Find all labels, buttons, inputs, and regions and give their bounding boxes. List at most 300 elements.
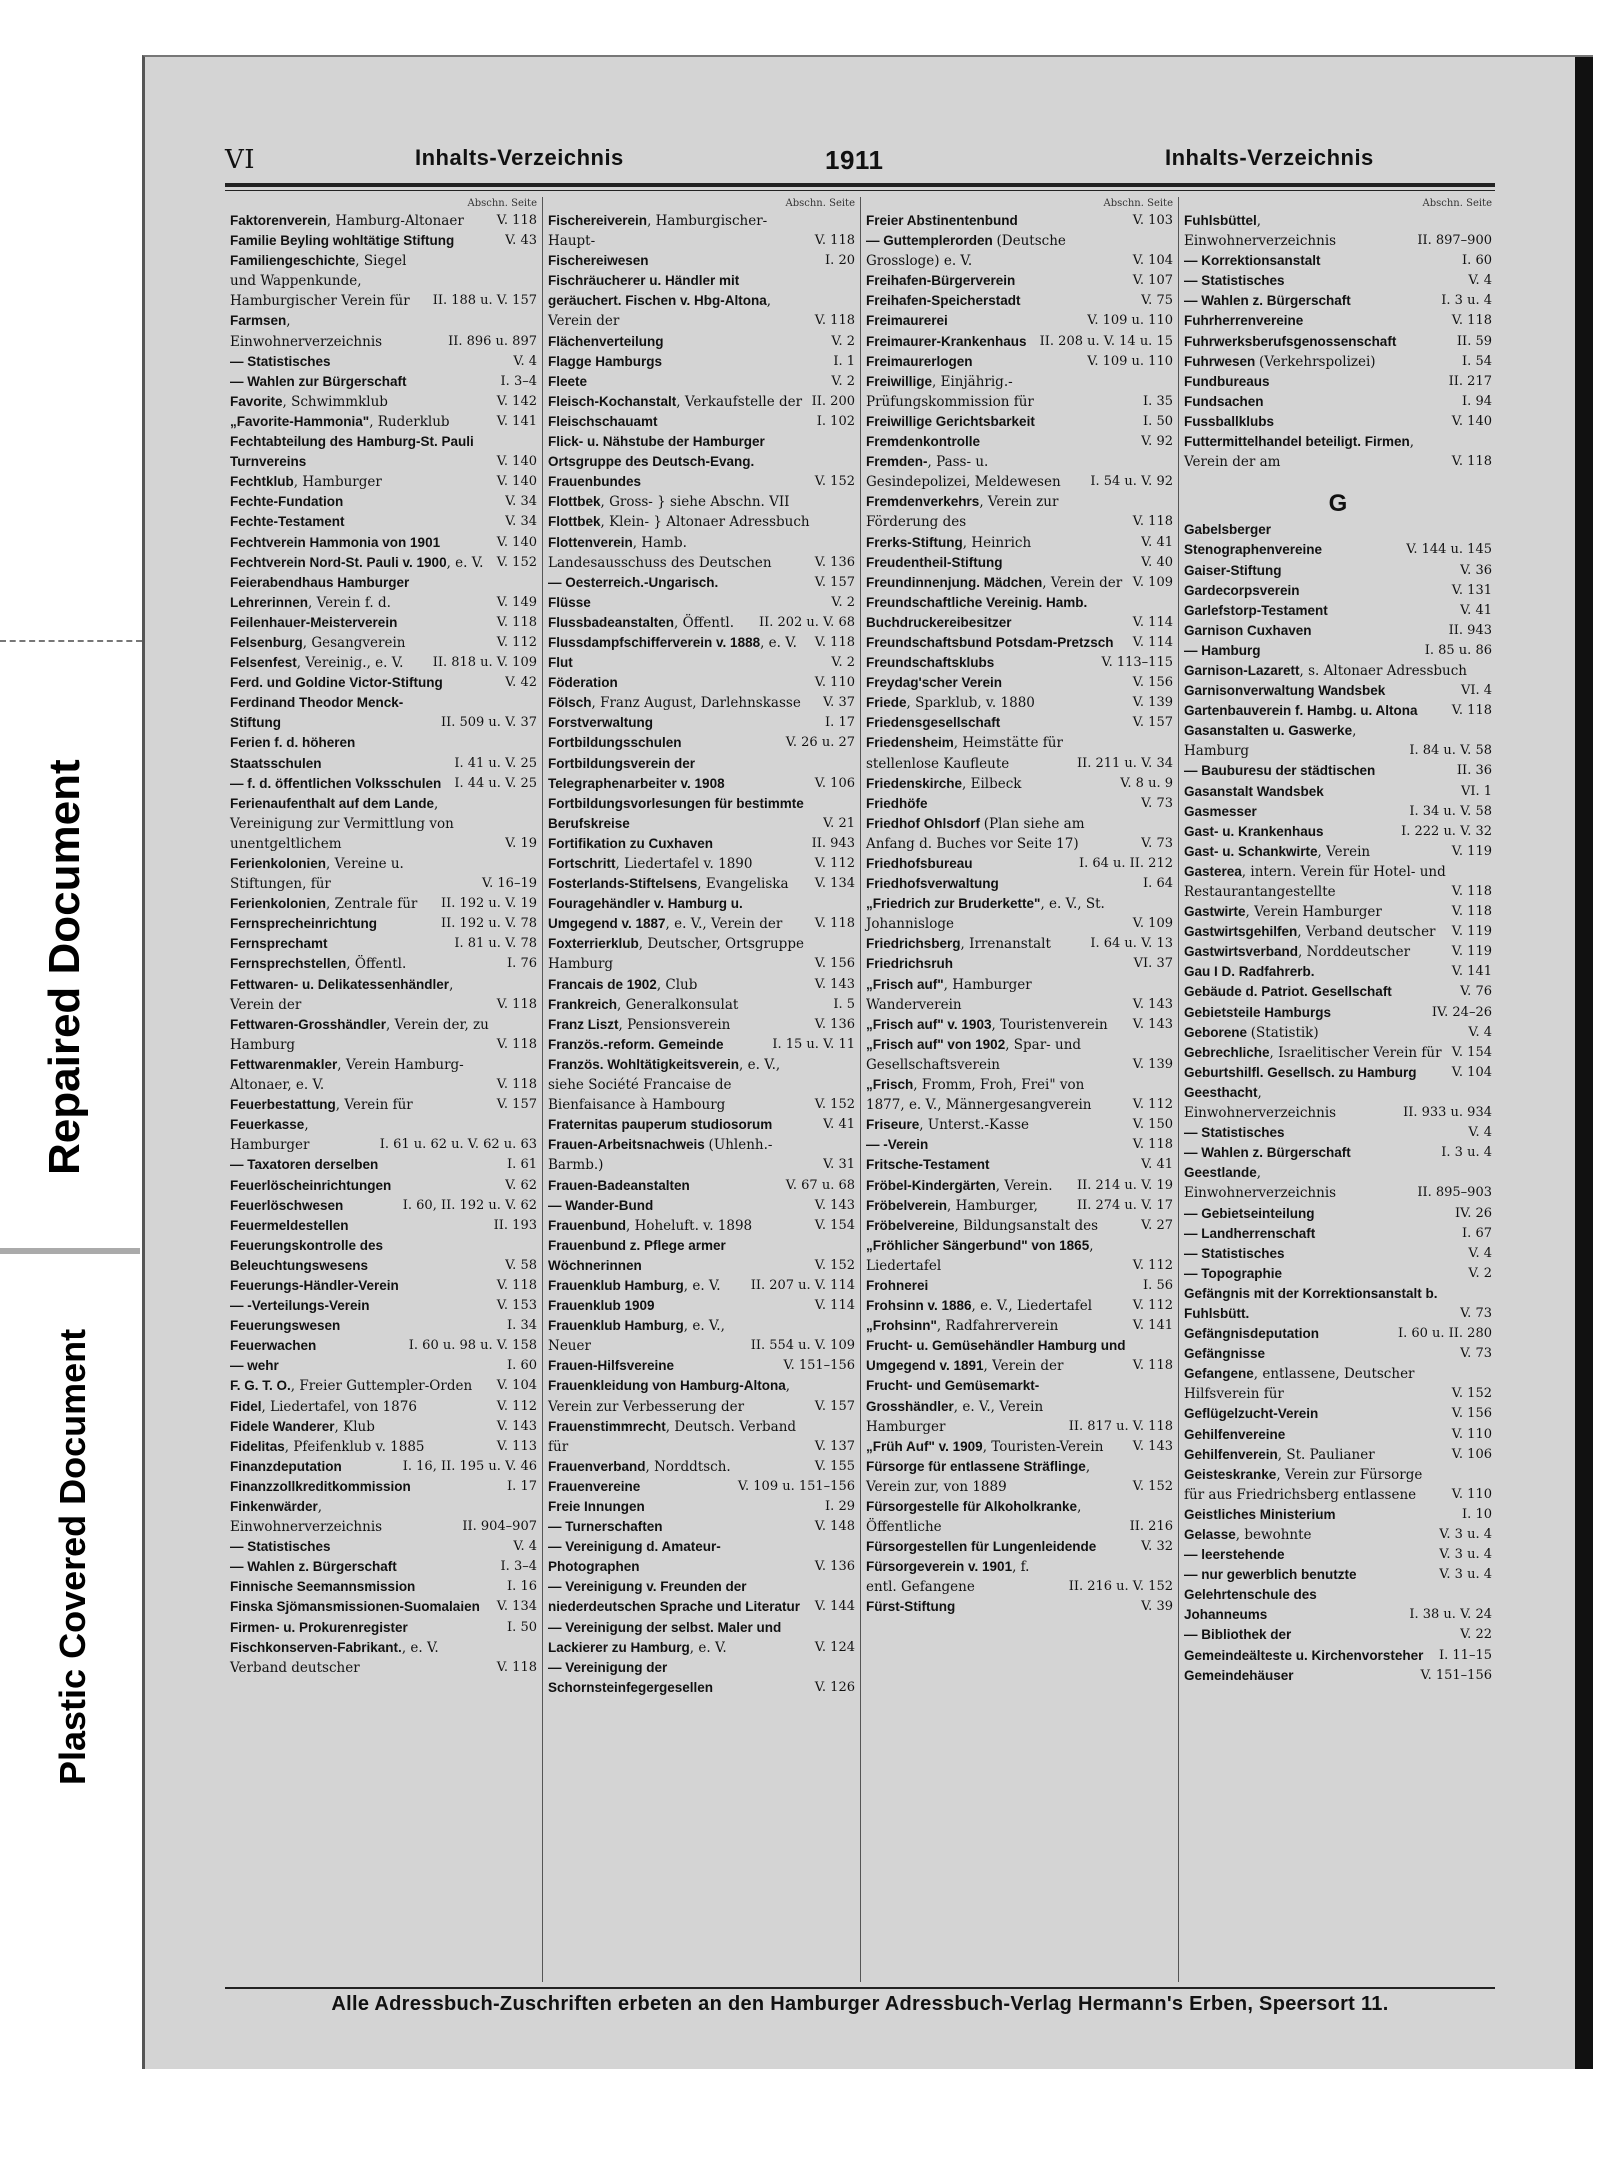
index-entry: [230, 1457, 537, 1477]
header-title-right: Inhalts-Verzeichnis: [1165, 145, 1374, 170]
index-entry: [548, 854, 855, 874]
index-entry: [866, 673, 1173, 693]
entry-reference: V. 118: [814, 634, 855, 650]
index-entry: [230, 492, 537, 512]
entry-reference: V. 140: [496, 454, 537, 470]
entry-reference: I. 67: [1462, 1225, 1492, 1241]
entry-name: — Vereinigung d. Amateur-Photographen: [548, 1539, 721, 1575]
entry-reference: V. 39: [1141, 1599, 1173, 1615]
entry-reference: I. 17: [825, 715, 855, 731]
entry-reference: IV. 26: [1454, 1205, 1492, 1221]
entry-reference: V. 137: [814, 1438, 855, 1454]
entry-name: — Bibliothek der: [1184, 1627, 1292, 1643]
index-entry: [866, 1276, 1173, 1296]
entry-name: Fortbildungsvorlesungen für bestimmte Berufskreise: [548, 795, 804, 831]
entry-name: Friedhofsbureau: [866, 856, 973, 871]
entry-reference: II. 36: [1456, 763, 1492, 779]
entry-reference: I. 56: [1143, 1277, 1173, 1293]
index-entry: [1184, 1224, 1492, 1244]
entry-reference: V. 152: [814, 474, 855, 490]
entry-name: Friseure, Unterst.-Kasse: [866, 1117, 1029, 1134]
entry-reference: V. 26 u. 27: [785, 735, 855, 751]
entry-name: Fortbildungsschulen: [548, 735, 682, 751]
entry-reference: I. 85 u. 86: [1424, 642, 1492, 658]
entry-name: Fidel, Liedertafel, von 1876: [230, 1398, 417, 1415]
index-entry: [230, 1236, 537, 1276]
entry-name: Felsenfest, Vereinig., e. V.: [230, 655, 404, 672]
entry-name: Fuhrwerksberufsgenossenschaft: [1184, 333, 1397, 349]
entry-reference: I. 3–4: [500, 373, 537, 389]
entry-name: Freundschaftsbund Potsdam-Pretzsch: [866, 634, 1114, 650]
index-entry: [866, 1316, 1173, 1336]
index-entry: [1184, 1505, 1492, 1525]
entry-reference: I. 11–15: [1439, 1647, 1492, 1663]
entry-name: — Vereinigung der Schornsteinfegergesellen: [548, 1659, 714, 1695]
entry-name: Frauenverband, Norddtsch.: [548, 1458, 731, 1475]
entry-reference: V. 109: [1132, 916, 1173, 932]
entry-name: „Fröhlicher Sängerbund" von 1865, Liedertafel: [866, 1237, 1094, 1274]
entry-name: — Wahlen zur Bürgerschaft: [230, 373, 407, 389]
header-title-left: Inhalts-Verzeichnis: [415, 145, 624, 170]
entry-reference: V. 156: [814, 956, 855, 972]
entry-reference: V. 73: [1141, 795, 1173, 811]
index-entry: [1184, 1043, 1492, 1063]
entry-name: „Frisch auf" v. 1903, Touristenverein: [866, 1016, 1108, 1033]
entry-name: Fuhrwesen (Verkehrspolizei): [1184, 353, 1376, 370]
index-entry: [1184, 520, 1492, 560]
entry-reference: V. 154: [814, 1217, 855, 1233]
index-entry: [866, 954, 1173, 974]
index-entry: [548, 613, 855, 633]
entry-reference: I. 60: [507, 1358, 537, 1374]
index-entry: [230, 1477, 537, 1497]
entry-name: Gaiser-Stiftung: [1184, 562, 1282, 578]
entry-reference: V. 2: [831, 655, 855, 671]
index-column-3: [861, 197, 1179, 1982]
index-entry: [230, 1638, 537, 1678]
entry-reference: V. 118: [814, 313, 855, 329]
index-entry: [866, 894, 1173, 934]
entry-name: Geburtshilfl. Gesellsch. zu Hamburg: [1184, 1064, 1417, 1080]
entry-name: Gastwirtsverband, Norddeutscher: [1184, 944, 1411, 961]
entry-reference: V. 8 u. 9: [1120, 775, 1173, 791]
entry-name: Gasmesser: [1184, 803, 1257, 819]
entry-name: Fremdenkontrolle: [866, 434, 981, 450]
entry-name: Fosterlands-Stiftelsens, Evangeliska: [548, 876, 789, 893]
entry-name: Frauenbund z. Pflege armer Wöchnerinnen: [548, 1237, 726, 1273]
index-entry: [1184, 1244, 1492, 1264]
page-number: VI: [225, 145, 256, 175]
index-entry: [230, 432, 537, 472]
entry-name: — Statistisches: [230, 1539, 331, 1555]
index-entry: [548, 1356, 855, 1376]
index-entry: [548, 1618, 855, 1658]
entry-name: Gastwirtsgehilfen, Verband deutscher: [1184, 924, 1436, 941]
index-entry: [866, 372, 1173, 412]
index-entry: [230, 975, 537, 1015]
entry-reference: V. 118: [1451, 313, 1492, 329]
entry-name: Frauenvereine: [548, 1478, 641, 1494]
entry-name: Fernsprechstellen, Öffentl.: [230, 956, 407, 973]
index-entry: [230, 693, 537, 733]
index-entry: [866, 533, 1173, 553]
index-entry: [230, 352, 537, 372]
index-entry: [866, 1437, 1173, 1457]
index-entry: [548, 1316, 855, 1356]
entry-name: Gebäude d. Patriot. Gesellschaft: [1184, 984, 1392, 1000]
entry-name: Familie Beyling wohltätige Stiftung: [230, 233, 455, 249]
entry-reference: II. 904–907: [462, 1519, 537, 1535]
entry-name: Friedrichsberg, Irrenanstalt: [866, 936, 1051, 953]
entry-name: „Friedrich zur Bruderkette", e. V., St. Johannisloge: [866, 896, 1105, 933]
entry-name: Flut: [548, 655, 573, 671]
index-entry: [548, 1296, 855, 1316]
index-entry: [230, 1537, 537, 1557]
entry-reference: V. 152: [496, 554, 537, 570]
entry-name: Freihafen-Speicherstadt: [866, 293, 1021, 309]
entry-reference: V. 3 u. 4: [1439, 1547, 1492, 1563]
entry-reference: II. 895–903: [1417, 1185, 1492, 1201]
entry-name: Gast- u. Schankwirte, Verein: [1184, 843, 1371, 860]
index-entry: [548, 1517, 855, 1537]
entry-name: Friedrichsruh: [866, 956, 954, 972]
entry-reference: V. 109 u. 110: [1087, 313, 1173, 329]
entry-reference: V. 40: [1141, 554, 1173, 570]
index-entry: [230, 211, 537, 231]
index-entry: [548, 653, 855, 673]
entry-name: Finska Sjömansmissionen-Suomalaien: [230, 1599, 480, 1615]
index-entry: [230, 673, 537, 693]
entry-reference: I. 81 u. V. 78: [454, 936, 537, 952]
index-entry: [1184, 842, 1492, 862]
entry-reference: VI. 4: [1460, 683, 1492, 699]
entry-name: Fuhrherrenvereine: [1184, 313, 1304, 329]
index-entry: [1184, 782, 1492, 802]
entry-reference: V. 152: [1132, 1478, 1173, 1494]
entry-name: Fraternitas pauperum studiosorum: [548, 1117, 773, 1133]
index-entry: [1184, 962, 1492, 982]
entry-reference: V. 118: [814, 233, 855, 249]
entry-name: Freudentheil-Stiftung: [866, 554, 1003, 570]
entry-reference: V. 21: [823, 815, 855, 831]
entry-reference: VI. 37: [1133, 956, 1173, 972]
entry-name: Frauenklub Hamburg, e. V.: [548, 1277, 721, 1294]
index-column-2: [543, 197, 861, 1982]
entry-name: — Vereinigung v. Freunden der niederdeutschen Sprache und Literatur: [548, 1579, 801, 1615]
index-columns: [225, 197, 1497, 1982]
entry-reference: I. 34: [507, 1318, 537, 1334]
entry-reference: II. 943: [1448, 622, 1492, 638]
entry-reference: V. 156: [1132, 675, 1173, 691]
index-entry: [230, 1095, 537, 1115]
entry-reference: I. 34 u. V. 58: [1409, 803, 1492, 819]
entry-name: „Frohsinn", Radfahrerverein: [866, 1318, 1059, 1335]
entry-reference: V. 113: [496, 1438, 537, 1454]
header-rule-thin: [225, 190, 1495, 191]
column-header: Abschn. Seite: [1422, 198, 1492, 209]
index-entry: [1184, 1425, 1492, 1445]
entry-reference: II. 217: [1448, 373, 1492, 389]
entry-name: Ferien f. d. höheren Staatsschulen: [230, 735, 356, 771]
entry-name: Finnische Seemannsmission: [230, 1579, 416, 1595]
entry-reference: II. 817 u. V. 118: [1068, 1418, 1173, 1434]
entry-reference: II. 214 u. V. 19: [1076, 1177, 1173, 1193]
entry-name: — Wahlen z. Bürgerschaft: [230, 1559, 397, 1575]
entry-name: Fortifikation zu Cuxhaven: [548, 835, 714, 851]
index-entry: [866, 593, 1173, 633]
entry-name: Garnison Cuxhaven: [1184, 622, 1312, 638]
index-entry: [230, 392, 537, 412]
index-entry: [866, 1135, 1173, 1155]
entry-name: Föderation: [548, 675, 618, 691]
entry-reference: I. 222 u. V. 32: [1401, 823, 1492, 839]
entry-name: Freundinnenjung. Mädchen, Verein der: [866, 574, 1123, 591]
index-entry: [866, 452, 1173, 492]
index-entry: [1184, 1625, 1492, 1645]
entry-name: Gefangene, entlassene, Deutscher Hilfsverein für: [1184, 1366, 1415, 1403]
index-entry: [1184, 581, 1492, 601]
entry-reference: V. 152: [814, 1257, 855, 1273]
entry-reference: V. 118: [1451, 703, 1492, 719]
entry-reference: V. 112: [814, 856, 855, 871]
index-entry: [866, 1155, 1173, 1175]
entry-reference: V. 153: [496, 1298, 537, 1314]
entry-name: „Frisch, Fromm, Froh, Frei" von 1877, e. V., Männergesangverein: [866, 1077, 1092, 1114]
entry-name: Frauenklub Hamburg, e. V., Neuer: [548, 1318, 725, 1355]
index-entry: [548, 1417, 855, 1457]
entry-reference: V. 58: [505, 1257, 537, 1273]
entry-name: Fechte-Fundation: [230, 494, 344, 510]
entry-name: Fröbel-Kindergärten, Verein.: [866, 1177, 1053, 1194]
entry-name: Fürst-Stiftung: [866, 1599, 956, 1615]
entry-name: — Bauburesu der städtischen: [1184, 763, 1376, 779]
index-entry: [548, 512, 855, 532]
index-entry: [230, 1196, 537, 1216]
entry-name: Feuerwachen: [230, 1338, 317, 1354]
entry-name: Fischräucherer u. Händler mit geräuchert. Fischen v. Hbg-Altona, Verein der: [548, 273, 772, 330]
entry-reference: I. 54 u. V. 92: [1090, 474, 1173, 490]
entry-name: Feuerungswesen: [230, 1318, 341, 1334]
entry-name: Freiwillige Gerichtsbarkeit: [866, 413, 1035, 429]
entry-name: Frauenstimmrecht, Deutsch. Verband für: [548, 1418, 797, 1455]
entry-reference: V. 118: [1451, 884, 1492, 899]
entry-name: Fettwarenmakler, Verein Hamburg-Altonaer, e. V.: [230, 1056, 464, 1094]
entry-name: Feuerungs-Händler-Verein: [230, 1277, 399, 1293]
entry-name: Geisteskranke, Verein zur Fürsorge für aus Friedrichsberg entlassene: [1184, 1466, 1423, 1503]
index-entry: [230, 613, 537, 633]
index-entry: [866, 1557, 1173, 1597]
entry-reference: IV. 24–26: [1431, 1004, 1492, 1020]
index-entry: [1184, 1163, 1492, 1203]
entry-name: Fröbelverein, Hamburger,: [866, 1197, 1038, 1214]
index-column-4: [1179, 197, 1497, 1982]
entry-reference: II. 211 u. V. 34: [1076, 755, 1173, 771]
index-entry: [1184, 942, 1492, 962]
entry-reference: V. 31: [823, 1157, 855, 1173]
entry-reference: V. 119: [1451, 843, 1492, 859]
index-entry: [1184, 561, 1492, 581]
entry-reference: V. 4: [513, 353, 537, 369]
entry-name: Farmsen, Einwohnerverzeichnis: [230, 313, 383, 350]
entry-reference: II. 897–900: [1417, 233, 1492, 249]
entry-name: Geistliches Ministerium: [1184, 1506, 1336, 1522]
entry-reference: V. 42: [505, 675, 537, 691]
publisher-footer: Alle Adressbuch-Zuschriften erbeten an den Hamburger Adressbuch-Verlag Hermann's Erben, Speersort 11.: [331, 1993, 1389, 2015]
index-entry: [1184, 1003, 1492, 1023]
entry-name: Garnison-Lazarett, s. Altonaer Adressbuch: [1184, 662, 1468, 679]
entry-reference: V. 75: [1141, 293, 1173, 309]
entry-reference: II. 207 u. V. 114: [750, 1277, 855, 1293]
entry-reference: V. 140: [496, 474, 537, 490]
index-entry: [548, 1497, 855, 1517]
index-entry: [1184, 802, 1492, 822]
index-entry: [1184, 822, 1492, 842]
entry-name: Flottbek, Gross- } siehe Abschn. VII: [548, 494, 790, 511]
index-entry: [1184, 761, 1492, 781]
entry-name: — Korrektionsanstalt: [1184, 253, 1321, 269]
entry-reference: V. 110: [814, 675, 855, 691]
entry-reference: V. 110: [1451, 1426, 1492, 1442]
entry-reference: V. 62: [505, 1177, 537, 1193]
entry-name: Frucht- und Gemüsemarkt-Grosshändler, e. V., Verein Hamburger: [866, 1378, 1044, 1435]
entry-reference: V. 104: [1132, 253, 1173, 269]
entry-name: Feierabendhaus Hamburger Lehrerinnen, Verein f. d.: [230, 574, 410, 611]
index-entry: [230, 1397, 537, 1417]
index-entry: [230, 251, 537, 311]
entry-name: Finkenwärder, Einwohnerverzeichnis: [230, 1499, 383, 1536]
entry-reference: I. 3 u. 4: [1441, 1145, 1492, 1161]
index-entry: [230, 573, 537, 613]
entry-name: Fundbureaus: [1184, 373, 1270, 389]
entry-reference: V. 150: [1132, 1117, 1173, 1133]
index-column-1: [225, 197, 543, 1982]
index-entry: [1184, 1666, 1492, 1686]
entry-reference: V. 136: [814, 1559, 855, 1575]
index-entry: [1184, 352, 1492, 372]
entry-name: Freimaurer-Krankenhaus: [866, 333, 1027, 349]
entry-name: Feuerungskontrolle des Beleuchtungswesens: [230, 1237, 384, 1273]
index-entry: [548, 1537, 855, 1577]
index-entry: [548, 733, 855, 753]
index-entry: [548, 1376, 855, 1416]
index-entry: [548, 573, 855, 593]
index-entry: [230, 1618, 537, 1638]
index-entry: [548, 533, 855, 573]
entry-reference: II. 818 u. V. 109: [432, 655, 537, 671]
entry-name: Gebrechliche, Israelitischer Verein für: [1184, 1044, 1442, 1061]
entry-name: Fettwaren- u. Delikatessenhändler, Verein der: [230, 976, 454, 1013]
index-entry: [866, 1457, 1173, 1497]
entry-name: — Wander-Bund: [548, 1197, 654, 1213]
entry-name: Fürsorgestelle für Alkoholkranke, Öffentliche: [866, 1499, 1082, 1536]
entry-name: Fussballklubs: [1184, 413, 1275, 429]
index-entry: [548, 934, 855, 974]
entry-reference: V. 4: [1468, 1125, 1492, 1141]
entry-name: Friedensheim, Heimstätte für stellenlose Kaufleute: [866, 735, 1063, 772]
index-entry: [548, 693, 855, 713]
entry-name: Freier Abstinentenbund: [866, 213, 1018, 228]
entry-name: Frohnerei: [866, 1277, 929, 1293]
index-entry: [230, 653, 537, 673]
entry-reference: V. 151–156: [783, 1358, 855, 1374]
index-entry: [230, 311, 537, 351]
index-entry: [866, 211, 1173, 231]
entry-name: Faktorenverein, Hamburg-Altonaer: [230, 213, 464, 229]
entry-name: Forstverwaltung: [548, 715, 654, 731]
entry-reference: V. 143: [1132, 1016, 1173, 1032]
index-entry: [1184, 1465, 1492, 1505]
index-entry: [866, 271, 1173, 291]
entry-reference: V. 112: [1132, 1097, 1173, 1113]
entry-reference: V. 134: [814, 876, 855, 892]
index-entry: [866, 432, 1173, 452]
index-entry: [866, 1015, 1173, 1035]
entry-name: Friedenskirche, Eilbeck: [866, 775, 1022, 792]
index-entry: [230, 1577, 537, 1597]
entry-name: Fischereiverein, Hamburgischer-Haupt-: [548, 213, 768, 250]
entry-name: „Früh Auf" v. 1909, Touristen-Verein: [866, 1438, 1104, 1455]
index-entry: [1184, 332, 1492, 352]
entry-reference: VI. 1: [1460, 783, 1492, 799]
index-entry: [548, 412, 855, 432]
entry-name: Geestlande, Einwohnerverzeichnis: [1184, 1165, 1337, 1202]
entry-name: „Frisch auf", Hamburger Wanderverein: [866, 976, 1032, 1013]
index-entry: [1184, 982, 1492, 1002]
index-entry: [1184, 1344, 1492, 1364]
index-entry: [1184, 432, 1492, 472]
entry-name: Feilenhauer-Meisterverein: [230, 614, 398, 630]
index-entry: [1184, 641, 1492, 661]
entry-name: Fürsorge für entlassene Sträflinge, Verein zur, von 1889: [866, 1458, 1091, 1495]
entry-name: — -Verteilungs-Verein: [230, 1298, 370, 1314]
entry-name: Feuerlöschwesen: [230, 1197, 344, 1213]
entry-reference: I. 15 u. V. 11: [772, 1036, 855, 1052]
entry-reference: I. 29: [825, 1499, 855, 1514]
entry-reference: V. 140: [496, 534, 537, 550]
entry-reference: V. 139: [1132, 695, 1173, 711]
entry-reference: V. 139: [1132, 1056, 1173, 1072]
entry-name: Gardecorpsverein: [1184, 582, 1300, 598]
entry-reference: V. 119: [1451, 924, 1492, 940]
entry-name: Gefängnisse: [1184, 1346, 1266, 1362]
index-entry: [1184, 1083, 1492, 1123]
entry-name: Flüsse: [548, 594, 591, 610]
column-header: Abschn. Seite: [1103, 198, 1173, 209]
index-entry: [1184, 412, 1492, 432]
entry-reference: V. 134: [496, 1599, 537, 1615]
mount-bar: [0, 1248, 140, 1254]
entry-reference: V. 136: [814, 554, 855, 570]
entry-name: Französ.-reform. Gemeinde: [548, 1036, 724, 1052]
entry-name: Gasterea, intern. Verein für Hotel- und Restaurantangestellte: [1184, 863, 1446, 900]
entry-reference: I. 64 u. V. 13: [1090, 936, 1173, 952]
entry-name: — Guttemplerorden (Deutsche Grossloge) e. V.: [866, 233, 1066, 270]
entry-name: Flick- u. Nähstube der Hamburger Ortsgruppe des Deutsch-Evang. Frauenbundes: [548, 434, 765, 490]
entry-reference: I. 61: [507, 1157, 537, 1173]
index-entry: [866, 1376, 1173, 1436]
entry-name: Fleischschauamt: [548, 413, 658, 429]
entry-name: Ferdinand Theodor Menck-Stiftung: [230, 695, 404, 731]
index-entry: [548, 633, 855, 653]
index-entry: [548, 894, 855, 934]
entry-reference: I. 1: [833, 353, 855, 369]
entry-name: Frauenbund, Hoheluft. v. 1898: [548, 1217, 753, 1234]
entry-reference: I. 16: [507, 1579, 537, 1595]
index-entry: [866, 693, 1173, 713]
entry-reference: V. 22: [1460, 1627, 1492, 1643]
index-entry: [230, 231, 537, 251]
entry-reference: V. 114: [814, 1298, 855, 1314]
